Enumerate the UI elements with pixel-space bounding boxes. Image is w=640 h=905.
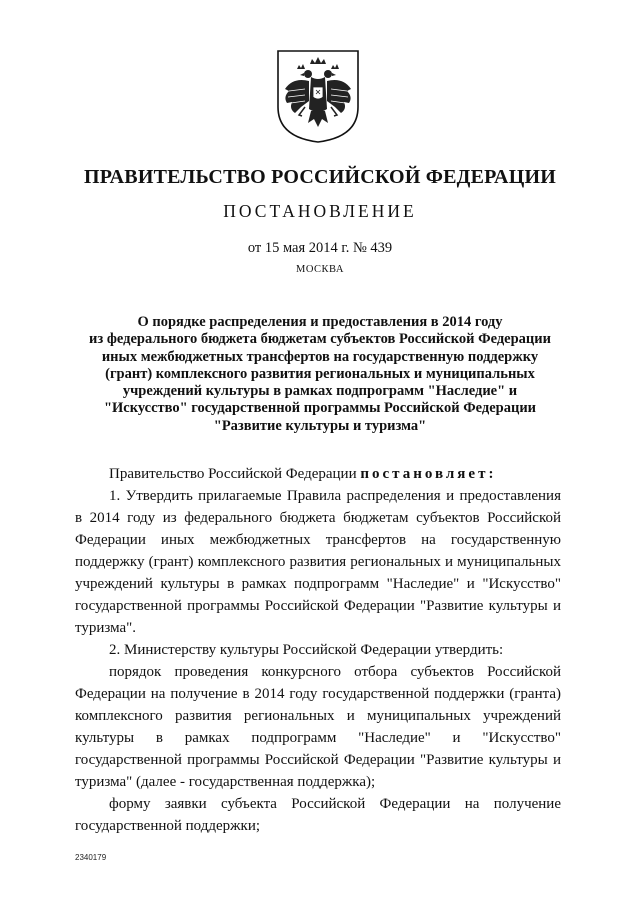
paragraph-line: форму заявки субъекта Российской Федерации на получение: [109, 796, 561, 812]
paragraph-3: [75, 661, 561, 793]
paragraph-line: государственной программы Российской Федерации "Развитие культуры и: [75, 752, 561, 768]
paragraph-line: поддержку (грант) комплексного развития региональных и муниципальных: [75, 554, 561, 570]
paragraph-line: 1. Утвердить прилагаемые Правила распределения и предоставления: [109, 488, 561, 504]
heading-line: "Искусство" государственной программы Российской Федерации: [103, 400, 537, 417]
heading-line: учреждений культуры в рамках подпрограмм "Наследие" и: [122, 383, 518, 400]
government-title: ПРАВИТЕЛЬСТВО РОССИЙСКОЙ ФЕДЕРАЦИИ: [84, 166, 556, 188]
document-date-number: от 15 мая 2014 г. № 439: [247, 240, 393, 256]
intro-prefix: Правительство Российской Федерации: [109, 466, 361, 482]
paragraph-2: 2. Министерству культуры Российской Федерации утвердить:: [109, 642, 504, 658]
heading-line: (грант) комплексного развития региональных и муниципальных: [105, 365, 535, 382]
paragraph-line: учреждений культуры в рамках подпрограмм "Наследие" и "Искусство": [75, 576, 561, 592]
intro-decree-word: постановляет:: [360, 466, 497, 482]
heading-line: иных межбюджетных трансфертов на государственную поддержку: [101, 348, 539, 365]
paragraph-line: туризма".: [75, 620, 137, 636]
heading-line: "Развитие культуры и туризма": [213, 417, 427, 434]
paragraph-1: [75, 485, 561, 639]
intro-paragraph: [75, 463, 561, 485]
paragraph-line: государственной поддержки;: [75, 818, 261, 834]
paragraph-line: Федерации иных межбюджетных трансфертов на государственную: [75, 532, 561, 548]
paragraph-line: государственной программы Российской Федерации "Развитие культуры и: [75, 598, 561, 614]
document-type: ПОСТАНОВЛЕНИЕ: [223, 201, 417, 221]
document-heading: [70, 314, 570, 435]
paragraph-line: туризма" (далее - государственная поддержка);: [75, 774, 376, 790]
paragraph-line: культуры в рамках подпрограмм "Наследие" и "Искусство": [75, 730, 561, 746]
document-body: [75, 463, 561, 837]
document-id-number: 2340179: [75, 853, 107, 862]
paragraph-line: порядок проведения конкурсного отбора субъектов Российской: [109, 664, 561, 680]
paragraph-line: в 2014 году из федерального бюджета бюджетам субъектов Российской: [75, 510, 561, 526]
coat-of-arms-icon: [275, 49, 361, 144]
paragraph-4: [75, 793, 561, 837]
document-city: МОСКВА: [296, 264, 344, 275]
heading-line: О порядке распределения и предоставления в 2014 году: [137, 314, 503, 330]
paragraph-line: комплексного развития региональных и муниципальных учреждений: [75, 708, 561, 724]
heading-line: из федерального бюджета бюджетам субъектов Российской Федерации: [89, 331, 551, 348]
paragraph-line: Федерации на получение в 2014 году государственной поддержки (гранта): [75, 686, 561, 702]
